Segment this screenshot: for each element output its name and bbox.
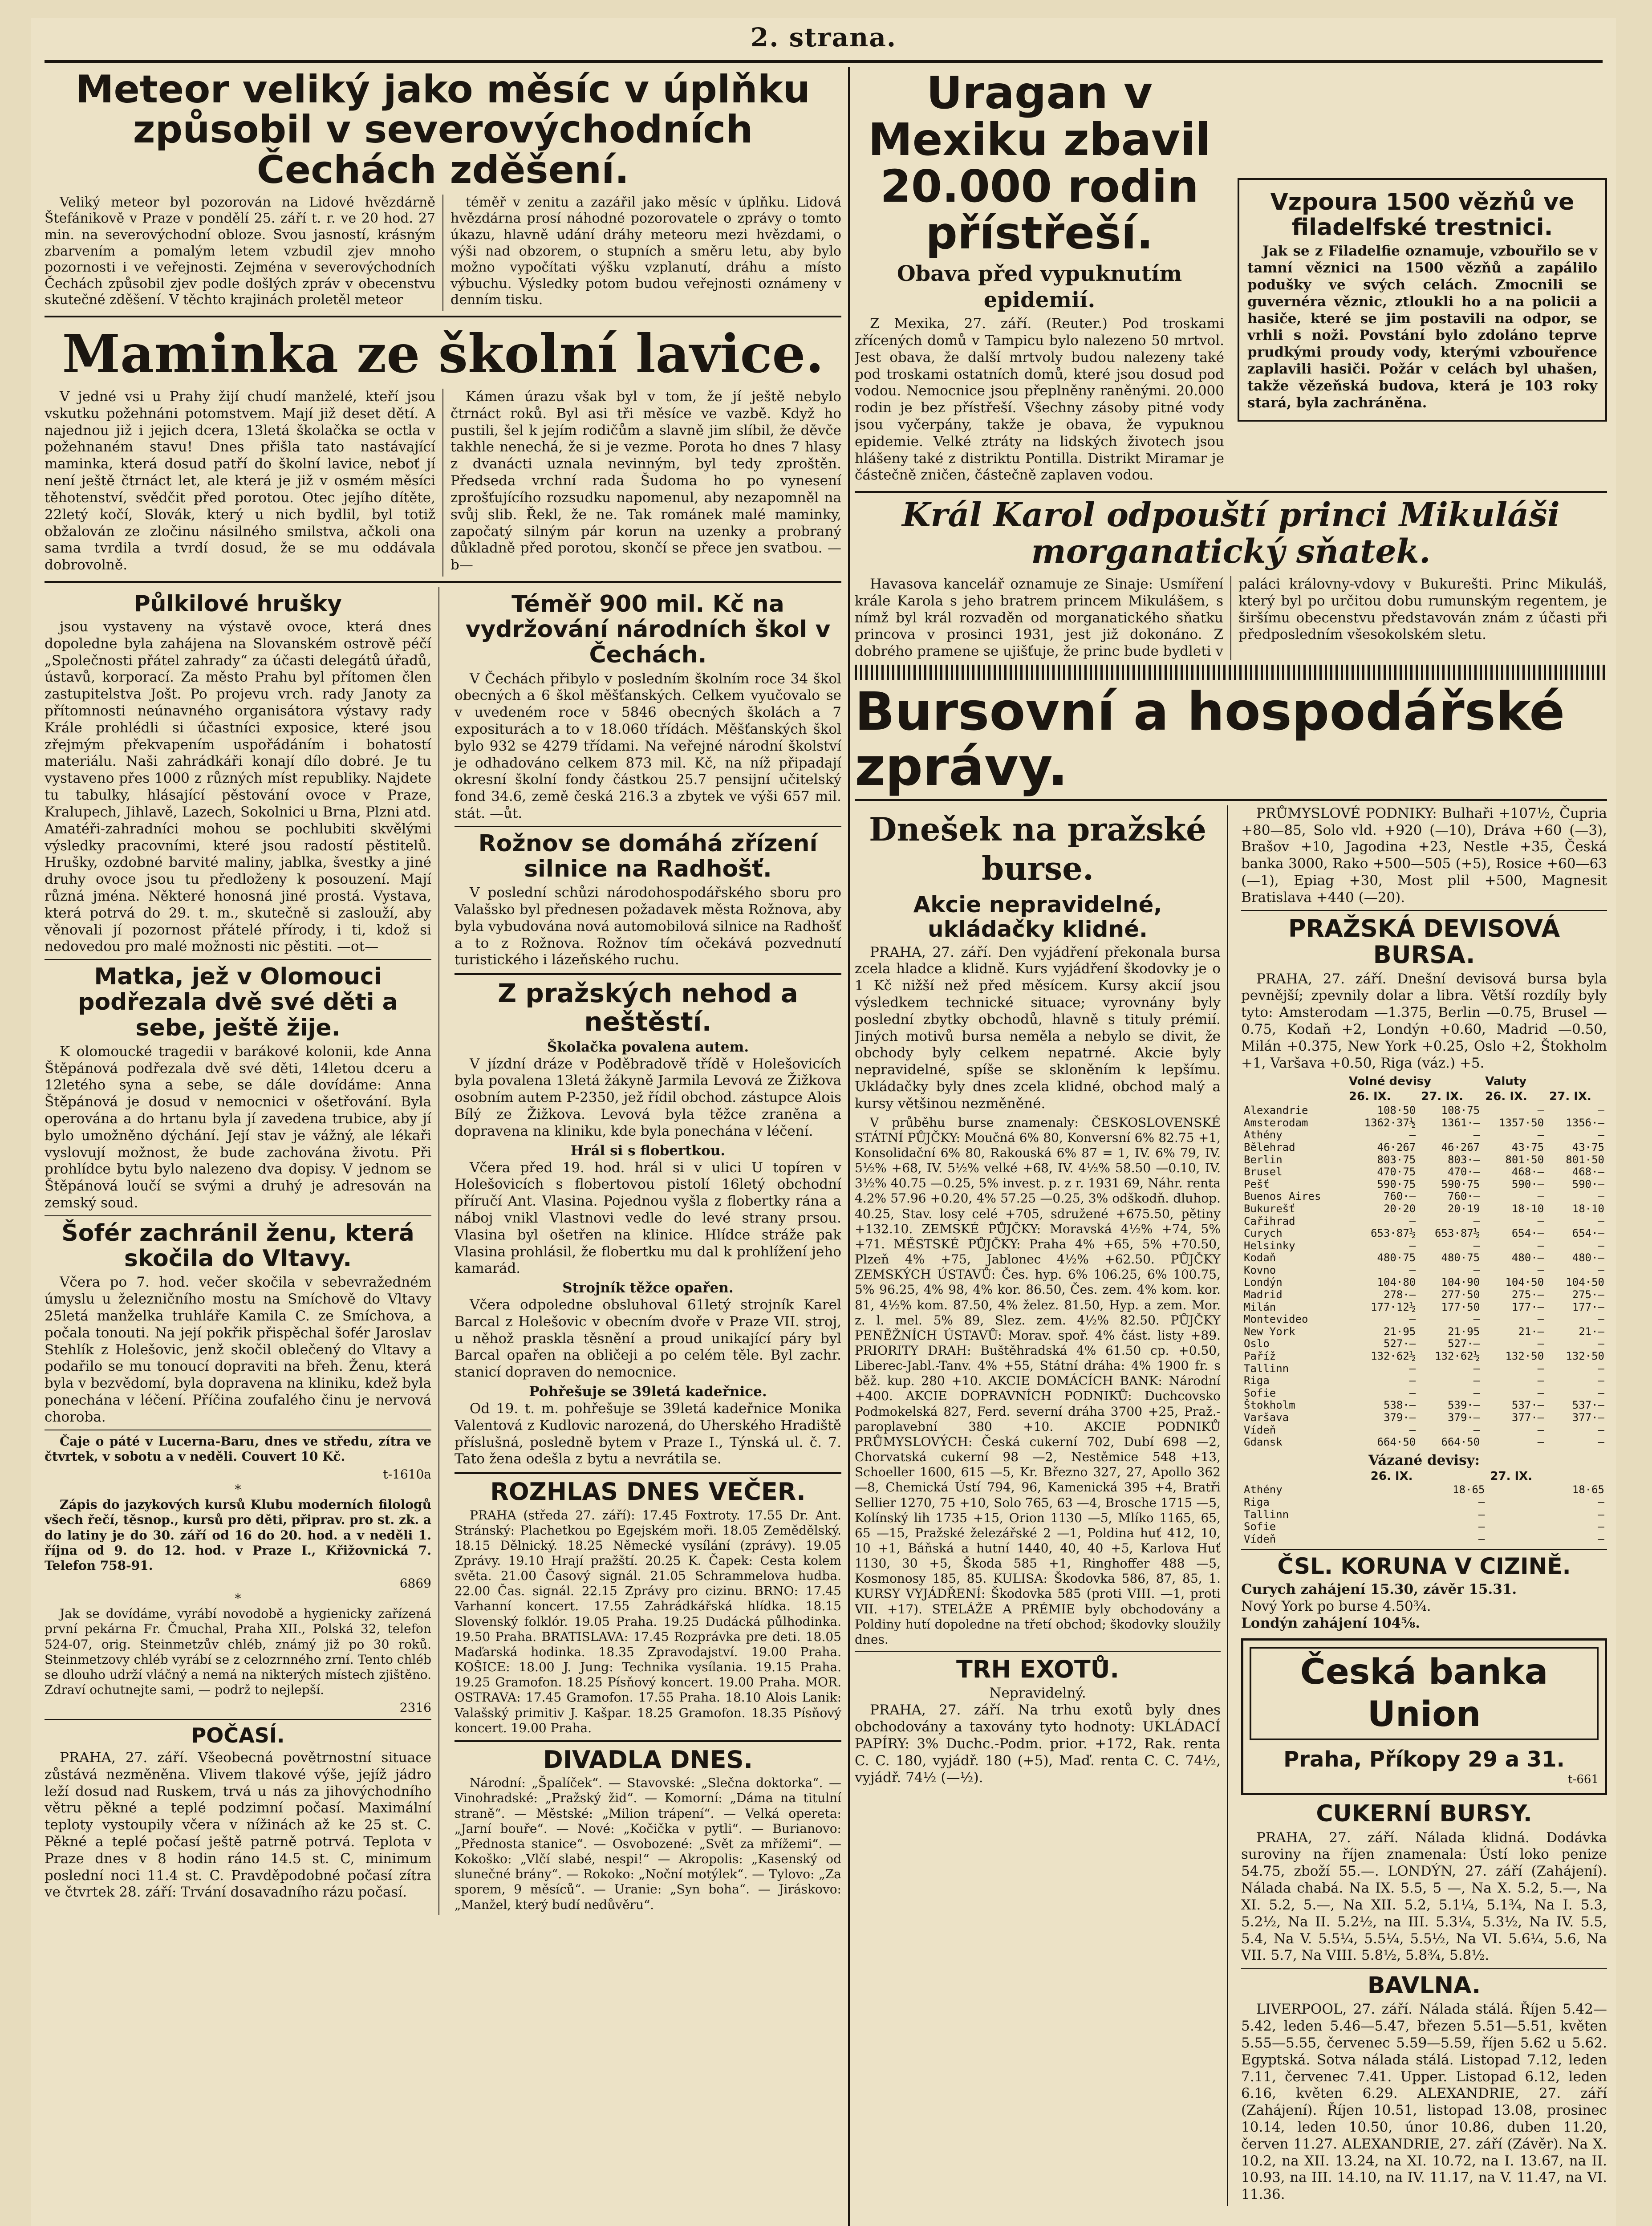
tema900-headline: Téměř 900 mil. Kč na vydržování národních škol v Čechách. <box>465 590 831 669</box>
devisy-value: 277·50 <box>1441 1288 1480 1301</box>
devisy-value: 132·62½ <box>1371 1350 1416 1363</box>
notice-lucerna: Čaje o páté v Lucerna-Baru, dnes ve středu, zítra ve čtvrtek, v sobotu a v neděli. Couvert 10 Kč. <box>45 1434 431 1464</box>
devisy-value: 590·75 <box>1377 1178 1416 1190</box>
devisy-value: 377·— <box>1511 1411 1544 1424</box>
devisy-value: 177·12½ <box>1371 1300 1416 1313</box>
devisy-value: 590·— <box>1511 1178 1544 1190</box>
devisy-row <box>1241 1240 1607 1252</box>
devisy-row <box>1241 1289 1607 1301</box>
devisy-value: 104·90 <box>1441 1276 1480 1289</box>
devisy-value: — <box>1537 1436 1544 1449</box>
devisy-city: Helsinky <box>1244 1239 1295 1252</box>
nehody-text-1: V jízdní dráze v Poděbradově třídě v Holešovicích byla povalena 13letá žákyně Jarmila Levová ze Žižkova osobním autem P-2350, jež řídil obchod. zástupce Alois Bílý ze Žižkova. Levová byla těžce zraněna a dopravena na kliniku, kde byla ponechána v léčení. <box>455 1056 841 1139</box>
devisy-value: 275·— <box>1572 1288 1604 1301</box>
koruna-line-1: Curych zahájení 15.30, závěr 15.31. <box>1241 1581 1517 1598</box>
koruna-headline: ČSL. KORUNA V CIZINĚ. <box>1277 1553 1571 1580</box>
devisy-value: — <box>1537 1263 1544 1276</box>
devisy-value: 275·— <box>1511 1288 1544 1301</box>
devisy-city: Varšava <box>1244 1411 1289 1424</box>
maminka-headline: Maminka ze školní lavice. <box>62 323 824 385</box>
ad-union-code: t-661 <box>1568 1772 1599 1786</box>
vazane-value: — <box>1478 1532 1485 1545</box>
divadla-headline: DIVADLA DNES. <box>543 1745 753 1774</box>
devisy-value: — <box>1537 1313 1544 1326</box>
devisy-row <box>1241 1178 1607 1191</box>
devisy-value: 1356·— <box>1566 1116 1604 1129</box>
vazane-row <box>1241 1521 1607 1533</box>
devisy-row <box>1241 1252 1607 1264</box>
column-separator <box>848 67 850 2226</box>
devisy-value: — <box>1537 1374 1544 1387</box>
devisy-row <box>1241 1399 1607 1412</box>
koruna-line-3: Londýn zahájení 104⅝. <box>1241 1615 1420 1632</box>
devisy-value: 803·— <box>1447 1153 1480 1166</box>
devisy-row <box>1241 1190 1607 1203</box>
koruna-line-2: Nový York po burse 4.50¾. <box>1241 1598 1431 1615</box>
devisy-row <box>1241 1117 1607 1129</box>
newspaper-page <box>31 18 1616 2226</box>
devisy-date: 27. IX. <box>1421 1090 1463 1104</box>
vazane-title: Vázané devisy: <box>1368 1452 1480 1468</box>
devisy-value: — <box>1409 1129 1416 1141</box>
devisy-value: 470·75 <box>1377 1166 1416 1178</box>
devisy-date: 26. IX. <box>1485 1090 1527 1104</box>
devisy-value: 20·19 <box>1447 1202 1480 1215</box>
devisy-row <box>1241 1375 1607 1387</box>
nehody-text-3: Včera odpoledne obsluhoval 61letý strojník Karel Barcal z Holešovic v obecním dvoře v Praze VII. stroj, u něhož praskla těsnění a proud unikající páry byl Barcal opařen na obličeji a po celém těle. Byl zachr. stanicí dopraven do nemocnice. <box>455 1297 841 1381</box>
devisy-value: 132·50 <box>1505 1350 1544 1363</box>
economy-column-2 <box>1241 805 1607 2206</box>
devisy-value: 539·— <box>1447 1399 1480 1412</box>
devisy-city: Londýn <box>1244 1276 1283 1289</box>
ad-union-title: Česká banka Union <box>1250 1647 1599 1740</box>
vazane-value: — <box>1478 1508 1485 1521</box>
devisy-city: Sofie <box>1244 1386 1276 1399</box>
devisy-value: 653·87½ <box>1435 1227 1480 1240</box>
devisy-value: 377·— <box>1572 1411 1604 1424</box>
dnesek-list: V průběhu burse znamenaly: ČESKOSLOVENSKÉ STÁTNÍ PŮJČKY: Moučná 6% 80, Konversní 6% 82.75 +1, Konsolidační 6% 80, Rakouská 6% 87 = 1, IV. 6% 79, IV. 5½% +68, IV. 5½% velké +68, IV. 4½% 58.50 —0.10, IV. 3½% 40.75 —0.25, 5% invest. p. z r. 1931 69, Náhr. renta 4.2% 57.96 +0.20, 4% 57.25 —0.25, 3% odškodň. dluhop. 40.25, Stav. losy celé +705, sdružené +675.50, pětiny +132.10. ZEMSKÉ PŮJČKY: Moravská 4½% +74, 5% +71. MĚSTSKÉ PŮJČKY: Praha 4% +65, 5% +70.50, Plzeň 4% +75, Jablonec 4½% +62.50. PŮJČKY ZEMSKÝCH ÚSTAVŮ: Čes. hyp. 6% 106.25, 6% 100.75, 5% 96.25, 4% 98, 4% kor. 86.50, Čes. zem. 4% kom. kor. 81, 4½% kom. 87.50, 4% želez. 81.50, Hyp. a zem. Mor. z. l. mel. 5% 89, Slez. zem. 4½% 82.50. PŮJČKY PENĚŽNÍCH ÚSTAVŮ: Morav. spoř. 4% část. listy +89. PRIORITY DRAH: Buštěhradská 4% 61.50 cp. +0.50, Liberec-Jabl.-Tanv. 4% +55, Státní dráha: 4% 1900 fr. s běž. kup. 280 +10. AKCIE DOMÁCÍCH BANK: Národní +400. AKCIE DOPRAVNÍCH PODNIKŮ: Duchcovsko Podmokelská 827, Ferd. severní dráha 3700 +25, Praž.-paroplavební 380 +10. AKCIE PODNIKŮ PRŮMYSLOVÝCH: Česká cukerní 702, Dubí 698 —2, Chorvatská cukerní 98 —2, Nestěmice 548 +13, Schoeller 1600, 615 —5, Kr. Březno 327, 27, Apollo 362 —8, Chemická Ústí 794, 96, Kamenická 395 +4, Bratři Sellier 1270, 75 +10, Solo 765, 63 —4, Brosche 1715 —5, Kolínský lih 1735 +15, Orion 1130 —5, Mlíko 1165, 65, 65 —15, Pražské železářské 2 —1, Poldina huť 412, 10, 10 +1, Báňská a hutní 1440, 40, 40 +5, Karlova Huť 1130, 30 +5, Škoda 585 +1, Ringhoffer 488 —5, Kosmonosy 185, 85. KULISA: Škodovka 586, 87, 85, 1. KURSY VYJÁDŘENÍ: Škodovka 585 (proti VIII. —1, proti VII. +17). STELÁŽE A PRÉMIE byly obchodovány a Poldiny hutí dopoledne na třetí obchod; škodovky sloužily dnes. <box>855 1115 1221 1647</box>
devisy-city: Cařihrad <box>1244 1215 1295 1227</box>
devisy-city: Montevideo <box>1244 1313 1308 1326</box>
devisy-row <box>1241 1141 1607 1154</box>
devisy-value: 108·75 <box>1441 1104 1480 1117</box>
devisy-city: Buenos Aires <box>1244 1190 1321 1203</box>
vazane-value: — <box>1598 1520 1604 1533</box>
devisy-row <box>1241 1313 1607 1326</box>
devisy-value: 480·— <box>1511 1251 1544 1264</box>
vazane-table <box>1241 1469 1607 1546</box>
vazane-value: — <box>1598 1508 1604 1521</box>
devisy-value: — <box>1598 1104 1604 1117</box>
vzpoura-text: Jak se z Filadelfie oznamuje, vzbouřilo se v tamní věznici na 1500 vězňů a zapálilo podušky ve svých celách. Zmocnili se guvernéra věznic, ztloukli ho a na policii a hasiče, které se jim postavili na odpor, se vrhli s noži. Povstání bylo zdoláno teprve prudkými proudy vody, kterými vzbouřence zaplavili hasiči. Požár v celách byl uhašen, takže vězeňská budova, která je 103 roky stará, byla zachráněna. <box>1247 243 1597 411</box>
devisy-value: — <box>1409 1263 1416 1276</box>
devisy-value: 801·50 <box>1566 1153 1604 1166</box>
vazane-city: Riga <box>1244 1496 1270 1509</box>
devisy-date: 26. IX. <box>1348 1090 1391 1104</box>
devisy-city: Berlin <box>1244 1153 1283 1166</box>
dnesek-text: PRAHA, 27. září. Den vyjádření překonala bursa zcela hladce a klidně. Kurs vyjádření škodovky je o 1 Kč nižší než před měsícem. Kursy akcií jsou výsledkem technické situace; vyrovnány byly poslední zbytky obchodů, hlavně s tituly prémií. Jiných motivů bursa neměla a nebylo se divit, že obchody byly celkem nepatrné. Akcie byly nepravidelné, spíše se skloněním k lepšímu. Ukládačky byly dnes zcela klidné, obchod malý a kursy většinou nezměněné. <box>855 944 1221 1112</box>
devisy-city: Milán <box>1244 1300 1276 1313</box>
asterisk-icon: * <box>235 1591 241 1606</box>
meteor-text-2: téměř v zenitu a zazářil jako měsíc v úplňku. Lidová hvězdárna prosí náhodné pozorovatele o zprávy o tomto úkazu, hlavně udání dráhy meteoru mezi hvězdami, o výši nad obzorem, o stupních a směru letu, aby bylo možno vypočítati výšku vzplanutí, dráhu a místo výbuchu. Výsledky potom budou veřejnosti oznámeny v denním tisku. <box>451 194 841 308</box>
trh-exotu-text: PRAHA, 27. září. Na trhu exotů byly dnes obchodovány a taxovány tyto hodnoty: UKLÁDACÍ PAPÍRY: 3% Duchc.-Podm. prior. +172, Rak. renta C. C. 180, vyjádř. 180 (+5), Maď. renta C. C. 74½, vyjádř. 74½ (—½). <box>855 1702 1221 1786</box>
devisy-city: Bělehrad <box>1244 1141 1295 1154</box>
maminka-text-2: Kámen úrazu však byl v tom, že jí ještě nebylo čtrnáct roků. Byl asi tři měsíce ve vazbě. Když ho pustili, šel k jejím rodičům a slavně jim slíbil, že děvče takhle nenechá, že si je vezme. Porota ho dnes 7 hlasy z dvanácti uznala nevinným, byl tedy zproštěn. Předseda vrchní rada Šudoma ho po vynesení zprošťujícího rozsudku napomenul, aby nezapomněl na svůj slib. Řekl, že ne. Tak románek malé maminky, započatý silným pár korun na uzenky a probraný důkladně před porotou, skončí se přece jen svatbou. —b— <box>451 389 841 573</box>
devisova-headline: PRAŽSKÁ DEVISOVÁ BURSA. <box>1288 914 1560 969</box>
nehody-sub-2: Hrál si s flobertkou. <box>570 1142 726 1159</box>
devisy-city: Riga <box>1244 1374 1270 1387</box>
devisy-value: 1357·50 <box>1499 1116 1544 1129</box>
devisy-city: Bukurešť <box>1244 1202 1295 1215</box>
devisy-value: — <box>1598 1374 1604 1387</box>
devisy-value: 21·— <box>1579 1325 1604 1338</box>
ad-ceska-banka-union <box>1241 1638 1607 1795</box>
devisy-value: 760·— <box>1383 1190 1416 1203</box>
left-subcolumn-2 <box>455 587 841 1915</box>
devisy-value: — <box>1598 1190 1604 1203</box>
devisy-value: 46·267 <box>1441 1141 1480 1154</box>
devisy-row <box>1241 1387 1607 1400</box>
devisy-value: 468·— <box>1511 1166 1544 1178</box>
nehody-text-2: Včera před 19. hod. hrál si v ulici U topíren v Holešovicích s flobertovou pistolí 16letý obchodní příručí Ant. Vlasina. Pojednou vyšla z flobertky rána a náboj vnikl Vlastnovi vedle do levé strany prsou. Vlasina byl ošetřen na klinice. Hlídce stráže pak Vlasina prohlásil, že flobertku mu dal k prohlížení jeho kamarád. <box>455 1159 841 1277</box>
devisy-city: Pešť <box>1244 1178 1270 1190</box>
devisy-value: 104·80 <box>1377 1276 1416 1289</box>
roznov-headline: Rožnov se domáhá zřízení silnice na Radhošť. <box>478 830 818 882</box>
vazane-row <box>1241 1509 1607 1521</box>
trh-exotu-headline: TRH EXOTŮ. <box>956 1655 1120 1684</box>
devisy-value: 590·75 <box>1441 1178 1480 1190</box>
devisy-table <box>1241 1074 1607 1448</box>
notice-lucerna-code: t-1610a <box>383 1466 431 1482</box>
prumyslove-podniky: PRŮMYSLOVÉ PODNIKY: Bulhaři +107½, Čupria +80—85, Solo vld. +920 (—10), Dráva +60 (—3), Brašov +10, Jagodina +23, Nestle +35, Česká banka 3000, Rako +500—505 (+5), Rosice +60—63 (—1), Epiag +30, Most plil +500, Magnesit Bratislava +440 (—20). <box>1241 805 1607 906</box>
devisy-city: Alexandrie <box>1244 1104 1308 1117</box>
notice-pekarna-code: 2316 <box>399 1700 431 1715</box>
devisy-value: 803·75 <box>1377 1153 1416 1166</box>
devisy-city: Amsterodam <box>1244 1116 1308 1129</box>
devisy-value: 1362·37½ <box>1364 1116 1416 1129</box>
devisy-value: — <box>1537 1190 1544 1203</box>
devisy-city: Oslo <box>1244 1337 1270 1350</box>
devisy-row <box>1241 1276 1607 1289</box>
devisy-value: — <box>1537 1386 1544 1399</box>
vazane-row <box>1241 1533 1607 1546</box>
devisy-city: Tallinn <box>1244 1362 1289 1375</box>
devisy-city: Kodaň <box>1244 1251 1276 1264</box>
devisy-value: 177·— <box>1511 1300 1544 1313</box>
devisy-value: 21·95 <box>1447 1325 1480 1338</box>
devisy-value: 664·50 <box>1441 1436 1480 1449</box>
notices <box>45 1434 431 1716</box>
devisy-row <box>1241 1363 1607 1375</box>
devisy-row <box>1241 1105 1607 1117</box>
notice-pekarna: Jak se dovídáme, vyrábí novodobě a hygienicky zařízená první pekárna Fr. Čmuchal, Praha XII., Polská 32, telefon 524-07, orig. Steinmetzův chléb, známý již po 30 roků. Steinmetzovy chléb vyrábí se z celozrnného zrní. Tento chléb se dlouho udrží vláčný a nemá na nikterých místech zjištěno. Zdraví ochutnejte sami, — podrž to nejlepší. <box>45 1606 431 1698</box>
sofer-text: Včera po 7. hod. večer skočila v sebevražedném úmyslu u železničního mostu na Smíchově do Vltavy 25letá manželka truhláře Kamila C. ze Smíchova, a počala tonouti. Na její pokřik přispěchal šofér Jaroslav Stehlík z Holešovic, jenž skočil oblečený do Vltavy a podařilo se mu tonoucí dopraviti na břeh. Ženu, která byla v bezvědomí, byla dopravena na kliniku, kdež byla ponechána v léčení. Příčina zoufalého činu je nervová choroba. <box>45 1274 431 1425</box>
right-half <box>855 67 1607 2226</box>
devisy-value: 43·75 <box>1511 1141 1544 1154</box>
devisy-city: Paříž <box>1244 1350 1276 1363</box>
devisy-header-valuty: Valuty <box>1485 1075 1527 1089</box>
devisy-value: 537·— <box>1511 1399 1544 1412</box>
uragan-headline: Uragan v Mexiku zbavil 20.000 rodin přístřeší. <box>868 67 1211 259</box>
vazane-row <box>1241 1496 1607 1509</box>
vazane-city: Sofie <box>1244 1520 1276 1533</box>
vazane-value: — <box>1598 1532 1604 1545</box>
devisy-value: — <box>1598 1337 1604 1350</box>
matka-headline: Matka, jež v Olomouci podřezala dvě své děti a sebe, ještě žije. <box>78 963 398 1041</box>
cukerni-headline: CUKERNÍ BURSY. <box>1316 1800 1532 1828</box>
devisy-value: — <box>1473 1423 1480 1436</box>
devisy-date: 27. IX. <box>1549 1090 1591 1104</box>
uragan-column <box>855 67 1224 487</box>
devisy-city: Brusel <box>1244 1166 1283 1178</box>
devisy-row <box>1241 1129 1607 1141</box>
devisy-value: 480·— <box>1572 1251 1604 1264</box>
devisy-value: 527·— <box>1447 1337 1480 1350</box>
economy-banner: Bursovní a hospodářské zprávy. <box>855 681 1565 797</box>
devisy-city: Gdansk <box>1244 1436 1283 1449</box>
vazane-value: 18·65 <box>1572 1483 1604 1496</box>
article-maminka <box>45 322 841 577</box>
devisy-value: 801·50 <box>1505 1153 1544 1166</box>
hrusky-headline: Půlkilové hrušky <box>134 590 342 617</box>
devisy-value: — <box>1537 1423 1544 1436</box>
divadla-text: Národní: „Špalíček“. — Stavovské: „Slečna doktorka“. — Vinohradské: „Pražský žid“. — Komorní: „Dáma na titulní straně“. — Městské: „Milion trápení“. — Velká opereta: „Jarní bouře“. — Nové: „Kočička v pytli“. — Burianovo: „Přednosta stanice“. — Osvobozené: „Svět za mřížemi“. — Kokoško: „Vlčí slabé, nespi!“ — Akropolis: „Kasenský od slunečné brány“. — Rokoko: „Noční motýlek“. — Tylovo: „Za sporem, 9 měsíců“. — Uranie: „Syn boha“. — Jiráskovo: „Manžel, který budí nedůvěru“. <box>455 1775 841 1912</box>
vazane-city: Tallinn <box>1244 1508 1289 1521</box>
meteor-text-1: Veliký meteor byl pozorován na Lidové hvězdárně Štefánikově v Praze v pondělí 25. září t. r. ve 20 hod. 27 min. na severovýchodní obloze. Svou jasností, krásným zbarvením a pomalým letem vzbudil zjev mnoho pozornosti i ve veřejnosti. Zejména v severovýchodních Čechách způsobil zjev podle došlých zpráv v obecenstvu skutečné zděšení. V těchto krajinách proletěl meteor <box>45 194 435 308</box>
nehody-headline: Z pražských nehod a neštěstí. <box>498 978 798 1037</box>
bavlna-headline: BAVLNA. <box>1367 1972 1481 1999</box>
devisy-city: Athény <box>1244 1129 1283 1141</box>
devisy-row <box>1241 1301 1607 1314</box>
devisy-value: 379·— <box>1383 1411 1416 1424</box>
vazane-city: Vídeň <box>1244 1532 1276 1545</box>
left-half <box>45 67 841 2226</box>
devisy-value: 654·— <box>1572 1227 1604 1240</box>
devisy-value: 654·— <box>1511 1227 1544 1240</box>
notice-kursy: Zápis do jazykových kursů Klubu moderních filologů všech řečí, těsnop., kursů pro děti, připrav. pro st. zk. a do latiny je do 30. září od 16 do 20. hod. a v neděli 1. října od 9. do 12. hod. v Praze I., Křižovnická 7. Telefon 758-91. <box>45 1497 431 1573</box>
page-number: 2. strana. <box>750 22 897 53</box>
uragan-subtitle: Obava před vypuknutím epidemií. <box>897 261 1182 313</box>
section-divider <box>855 665 1607 680</box>
vazane-date: 26. IX. <box>1370 1469 1413 1483</box>
devisy-city: Curych <box>1244 1227 1283 1240</box>
devisy-row <box>1241 1326 1607 1338</box>
devisy-value: — <box>1473 1263 1480 1276</box>
devisy-value: 527·— <box>1383 1337 1416 1350</box>
vazane-row <box>1241 1484 1607 1496</box>
devisy-value: — <box>1537 1362 1544 1375</box>
devisy-value: 132·62½ <box>1435 1350 1480 1363</box>
devisy-value: — <box>1473 1374 1480 1387</box>
devisy-value: — <box>1409 1374 1416 1387</box>
trh-exotu-subtitle: Nepravidelný. <box>989 1685 1086 1702</box>
devisy-value: 132·50 <box>1566 1350 1604 1363</box>
devisy-value: — <box>1473 1239 1480 1252</box>
nehody-sub-4: Pohřešuje se 39letá kadeřnice. <box>529 1384 767 1400</box>
devisy-value: — <box>1598 1386 1604 1399</box>
devisy-value: — <box>1598 1263 1604 1276</box>
vazane-value: — <box>1478 1520 1485 1533</box>
devisy-value: 104·50 <box>1505 1276 1544 1289</box>
devisy-row <box>1241 1264 1607 1277</box>
devisy-city: Vídeň <box>1244 1423 1276 1436</box>
devisy-value: 104·50 <box>1566 1276 1604 1289</box>
devisy-row <box>1241 1412 1607 1424</box>
devisy-row <box>1241 1338 1607 1350</box>
dnesek-headline: Dnešek na pražské burse. <box>869 810 1206 887</box>
roznov-text: V poslední schůzi národohospodářského sboru pro Valašsko byl přednesen požadavek města Rožnova, aby byla vybudována nová automobilová silnice na Radhošť a to z Rožnova. Rožnov tím očekává pozvednutí turistického i lázeňského ruchu. <box>455 885 841 968</box>
devisy-value: 468·— <box>1572 1166 1604 1178</box>
devisy-value: 379·— <box>1447 1411 1480 1424</box>
devisy-row <box>1241 1215 1607 1228</box>
devisy-value: 177·— <box>1572 1300 1604 1313</box>
devisy-value: — <box>1537 1337 1544 1350</box>
devisy-value: — <box>1598 1239 1604 1252</box>
devisy-value: — <box>1409 1386 1416 1399</box>
devisy-value: — <box>1473 1215 1480 1227</box>
devisy-value: 653·87½ <box>1371 1227 1416 1240</box>
devisy-city: Kovno <box>1244 1263 1276 1276</box>
devisy-value: — <box>1598 1423 1604 1436</box>
devisy-row <box>1241 1436 1607 1449</box>
devisy-value: — <box>1409 1362 1416 1375</box>
devisy-row <box>1241 1227 1607 1240</box>
devisy-value: — <box>1537 1104 1544 1117</box>
devisy-value: — <box>1409 1239 1416 1252</box>
vzpoura-headline: Vzpoura 1500 vězňů ve filadelfské trestnici. <box>1270 189 1575 241</box>
ad-union-address: Praha, Příkopy 29 a 31. <box>1283 1747 1565 1772</box>
maminka-text-1: V jedné vsi u Prahy žijí chudí manželé, kteří jsou vskutku požehnáni potomstvem. Mají již deset dětí. A najednou již i jejich dcera, 13letá školačka se octla v požehnaném stavu! Dnes přišla tato nastávající maminka, která dosud patří do školní lavice, neboť jí není ještě čtrnáct let, ale která je již v osmém měsíci těhotenství, svědčit před porotou. Otec jejího dítěte, 22letý kočí, Slovák, který u nich bydlil, byl totiž obžalován ze zločinu násilného smilstva, ačkoli ona sama tvrdila a tvrdí dosud, že se mu oddávala dobrovolně. <box>45 389 435 573</box>
devisy-value: 664·50 <box>1377 1436 1416 1449</box>
devisy-header-volne: Volné devisy <box>1348 1075 1432 1089</box>
article-karol <box>855 497 1607 660</box>
devisy-value: 537·— <box>1572 1399 1604 1412</box>
devisy-value: 43·75 <box>1572 1141 1604 1154</box>
devisy-value: — <box>1537 1215 1544 1227</box>
dnesek-subtitle: Akcie nepravidelné, ukládačky klidné. <box>913 891 1162 942</box>
devisy-value: — <box>1598 1313 1604 1326</box>
devisy-value: 21·95 <box>1383 1325 1416 1338</box>
devisy-row <box>1241 1203 1607 1215</box>
devisy-value: 470·— <box>1447 1166 1480 1178</box>
vazane-value: 18·65 <box>1453 1483 1485 1496</box>
devisy-value: 538·— <box>1383 1399 1416 1412</box>
matka-text: K olomoucké tragedii v barákové kolonii, kde Anna Štěpánová podřezala dvě své děti, 14letou dceru a 12letého syna a sebe, se dále dovídáme: Anna Štěpánová je dosud v nemocnici v ošetřování. Byla operována a do hrtanu byla jí zavedena trubice, aby jí bylo umožněno dýchání. Její stav je vážný, ale lékaři vyslovují možnost, že bude zachována životu. Při prohlídce bytu bylo nalezeno dva dopisy. V jednom se Štěpánová loučí se svými a druhý je adresován na zemský soud. <box>45 1043 431 1211</box>
devisy-city: Madrid <box>1244 1288 1283 1301</box>
bavlna-text: LIVERPOOL, 27. září. Nálada stálá. Říjen 5.42—5.42, leden 5.46—5.47, březen 5.51—5.51, květen 5.55—5.55, červenec 5.59—5.59, říjen 5.62 u 5.62. Egyptská. Sotva nálada stálá. Listopad 7.12, leden 7.11, červenec 7.41. Upper. Listopad 6.12, leden 6.16, květen 6.29. ALEXANDRIE, 27. září (Zahájení). Říjen 10.51, listopad 13.08, prosinec 10.14, leden 10.50, únor 10.86, duben 11.20, červen 11.27. ALEXANDRIE, 27. září (Závěr). Na X. 10.2, na XII. 13.24, na XI. 10.72, na I. 13.67, na II. 10.93, na III. 14.10, na IV. 11.17, na V. 11.47, na VI. 11.36. <box>1241 2001 1607 2203</box>
nehody-sub-3: Strojník těžce opařen. <box>562 1280 734 1296</box>
devisy-value: 108·50 <box>1377 1104 1416 1117</box>
vazane-value: — <box>1478 1496 1485 1509</box>
hrusky-text: jsou vystaveny na výstavě ovoce, která dnes dopoledne byla zahájena na Slovanském ostrově péčí „Společnosti přátel zahrady“ za účasti delegátů úřadů, ústavů, korporací. Za město Prahu byl přítomen člen zastupitelstva Jošt. Po projevu vrch. rady Janoty za přítomnosti neúnavného organisátora výstavy rady Krále prohlédli si účastníci exposice, které jsou zřejmým překvapením uspořádáním i bohatostí materiálu. Naši zahrádkáři konají dílo dobré. Je tu vystaveno přes 1000 z různých míst republiky. Najdete tu tabulky, hlásající pěstování ovoce v Praze, Kralupech, Jihlavě, Lazech, Sokolnici u Brna, Plzni atd. Amatéři-zahradníci mohou se pochlubiti skvělými výsledky pracovními, které jsou radostí pěstitelů. Hrušky, ozdobné barvité maliny, jablka, švestky a jiné druhy ovoce jsou tu předloženy k posouzení. Mají různá jména. Některé honosná jiné prostá. Vystava, která potrvá do 29. t. m., skutečně si zaslouží, aby věnovali jí pozornost přátelé přírody, i ti, kdož si nedovedou pro malé možnosti nic pěstiti. —ot— <box>45 618 431 955</box>
devisy-value: 177·50 <box>1441 1300 1480 1313</box>
vazane-date: 27. IX. <box>1490 1469 1533 1483</box>
devisy-value: 18·10 <box>1572 1202 1604 1215</box>
vzpoura-box <box>1238 178 1607 422</box>
nehody-text-4: Od 19. t. m. pohřešuje se 39letá kadeřnice Monika Valentová z Kudlovic narozená, do Uherského Hradiště příslušná, posledně bytem v Praze I., Týnská ul. č. 7. Tato žena odešla z bytu a nevrátila se. <box>455 1400 841 1467</box>
devisy-row <box>1241 1154 1607 1166</box>
nehody-sub-1: Školačka povalena autem. <box>547 1039 749 1055</box>
devisy-value: — <box>1598 1362 1604 1375</box>
devisy-value: 21·— <box>1518 1325 1544 1338</box>
sofer-headline: Šofér zachránil ženu, která skočila do Vltavy. <box>61 1219 414 1272</box>
devisova-text: PRAHA, 27. září. Dnešní devisová bursa byla pevnější; zpevnily dolar a libra. Větší rozdíly byly tyto: Amsterodam —1.375, Berlin —0.75, Brusel —0.75, Kodaň +2, Londýn +0.60, Madrid —0.50, Milán +0.375, New York +0.25, Oslo +2, Štokholm +1, Varšava +0.50, Riga (váz.) +5. <box>1241 971 1607 1071</box>
devisy-row <box>1241 1424 1607 1437</box>
article-meteor <box>45 69 841 311</box>
devisy-value: — <box>1409 1215 1416 1227</box>
devisy-value: 20·20 <box>1383 1202 1416 1215</box>
notice-kursy-code: 6869 <box>399 1576 431 1591</box>
devisy-value: 278·— <box>1383 1288 1416 1301</box>
devisy-value: 18·10 <box>1511 1202 1544 1215</box>
left-subcolumn-1 <box>45 587 439 1915</box>
karol-headline: Král Karol odpouští princi Mikuláši morganatický sňatek. <box>902 496 1560 571</box>
pocasi-headline: POČASÍ. <box>191 1723 285 1748</box>
devisy-value: — <box>1598 1436 1604 1449</box>
karol-text: Havasova kancelář oznamuje ze Sinaje: Usmíření krále Karola s jeho bratrem princem Mikulášem, s nímž byl král rozvaděn od morganatického sňatku princova v prosinci 1931, jest již dokonáno. Z dobrého pramene se ujišťuje, že princ bude bydleti v paláci královny-vdovy v Bukurešti. Princ Mikuláš, který byl po určitou dobu rumunským regentem, je širšímu obecenstvu představován znám z účasti při předposledním všesokolském sletu. <box>855 576 1607 660</box>
devisy-value: 760·— <box>1447 1190 1480 1203</box>
devisy-value: 46·267 <box>1377 1141 1416 1154</box>
devisy-value: — <box>1598 1129 1604 1141</box>
top-rule <box>45 60 1603 63</box>
vazane-city: Athény <box>1244 1483 1283 1496</box>
devisy-value: — <box>1537 1129 1544 1141</box>
devisy-city: New York <box>1244 1325 1295 1338</box>
devisy-value: 1361·— <box>1441 1116 1480 1129</box>
devisy-value: 480·75 <box>1377 1251 1416 1264</box>
asterisk-icon: * <box>235 1482 241 1497</box>
devisy-row <box>1241 1166 1607 1178</box>
meteor-headline: Meteor veliký jako měsíc v úplňku způsobil v severovýchodních Čechách zděšení. <box>75 67 811 192</box>
devisy-value: — <box>1598 1215 1604 1227</box>
devisy-value: — <box>1473 1362 1480 1375</box>
devisy-value: — <box>1409 1423 1416 1436</box>
rozhlas-headline: ROZHLAS DNES VEČER. <box>490 1478 806 1506</box>
devisy-value: — <box>1537 1239 1544 1252</box>
tema900-text: V Čechách přibylo v posledním školním roce 34 škol obecných a 6 škol měšťanských. Celkem vyučovalo se v uvedeném roce v 5846 obecných školách a 7 expositurách a to v 18.060 třídách. Měšťanských škol bylo 932 se 4279 třídami. Na veřejné národní školství je odhadováno celkem 873 mil. Kč, na níž připadají okresní školní fondy částkou 25.7 pensijní učitelský fond 34.6, země česká 216.3 a zbytek ve výši 657 mil. stát. —ůt. <box>455 670 841 821</box>
economy-column-1 <box>855 805 1228 2206</box>
devisy-value: — <box>1409 1313 1416 1326</box>
devisy-value: — <box>1473 1129 1480 1141</box>
devisy-value: 590·— <box>1572 1178 1604 1190</box>
rozhlas-text: PRAHA (středa 27. září): 17.45 Foxtroty. 17.55 Dr. Ant. Stránský: Plachetkou po Egejském moři. 18.05 Zemědělský. 18.15 Dělnický. 18.25 Německé vysílání (zprávy). 19.05 Zprávy. 19.10 Hrají pražští. 20.25 K. Čapek: Cesta kolem světa. 21.00 Časový signál. 21.05 Schrammelova hudba. 22.00 Čas. signál. 22.15 Zprávy pro cizinu. BRNO: 17.45 Varhanní koncert. 17.55 Zahrádkářská hlídka. 18.15 Slovenský folklór. 19.05 Praha. 19.25 Dudácká půlhodinka. 19.50 Praha. BRATISLAVA: 17.45 Rozprávka pre deti. 18.05 Maďarská hodinka. 18.35 Zpravodajství. 19.00 Praha. KOŠICE: 18.00 J. Jung: Technika vysílania. 19.15 Praha. 19.25 Gramofon. 18.25 Písňový koncert. 19.00 Praha. MOR. OSTRAVA: 17.45 Gramofon. 17.55 Praha. 18.10 Alois Lanik: Valašský primitiv J. Kašpar. 18.25 Gramofon. 18.35 Písňový koncert. 19.00 Praha. <box>455 1507 841 1735</box>
vzpoura-column <box>1238 67 1607 487</box>
devisy-city: Štokholm <box>1244 1399 1295 1412</box>
vazane-value: — <box>1598 1496 1604 1509</box>
pocasi-text: PRAHA, 27. září. Všeobecná povětrnostní situace zůstává nezměněna. Vlivem tlakové výše, jejíž jádro leží dosud nad Ruskem, trvá u nás za jihovýchodního větru pěkné a teplé podzimní počasí. Maximální teploty vystoupily včera v nížinách až ke 25 st. C. Pěkné a teplé počasí ještě patrně potrvá. Teplota v Praze dnes v 8 hodin ráno 14.5 st. C, minimum poslední noci 11.4 st. C. Pravděpodobné počasí zítra ve čtvrtek 28. září: Trvání dosavadního rázu počasí. <box>45 1749 431 1901</box>
uragan-text: Z Mexika, 27. září. (Reuter.) Pod troskami zřícených domů v Tampicu bylo nalezeno 50 mrtvol. Jest obava, že další mrtvoly budou nalezeny také pod troskami ostatních domů, které jsou dosud pod vodou. Nemocnice jsou přeplněny raněnými. 20.000 rodin je bez přístřeší. Všechny zásoby pitné vody jsou vyčerpány, takže je obava, že vypuknou epidemie. Velké ztráty na lidských životech jsou hlášeny také z distriktu Pontilla. Distrikt Miramar je částečně zničen, částečně zaplaven vodou. <box>855 316 1224 483</box>
devisy-value: 480·75 <box>1441 1251 1480 1264</box>
devisy-row <box>1241 1350 1607 1363</box>
cukerni-text: PRAHA, 27. září. Nálada klidná. Dodávka suroviny na říjen znamenala: Ústí loko penize 54.75, zboží 55.—. LONDÝN, 27. září (Zahájení). Nálada chabá. Na IX. 5.5, 5 —, Na X. 5.2, 5.—, Na XI. 5.2, 5.—, Na XII. 5.2, 5.1¼, 5.1¾, Na I. 5.3, 5.2½, Na II. 5.2½, na III. 5.3¼, 5.3½, Na IV. 5.5, 5.4, Na V. 5.5¼, 5.5¼, 5.5½, Na VI. 5.6¼, 5.6, Na VII. 5.7, Na VIII. 5.8½, 5.8¾, 5.8½. <box>1241 1829 1607 1964</box>
devisy-value: — <box>1473 1386 1480 1399</box>
devisy-value: — <box>1473 1313 1480 1326</box>
